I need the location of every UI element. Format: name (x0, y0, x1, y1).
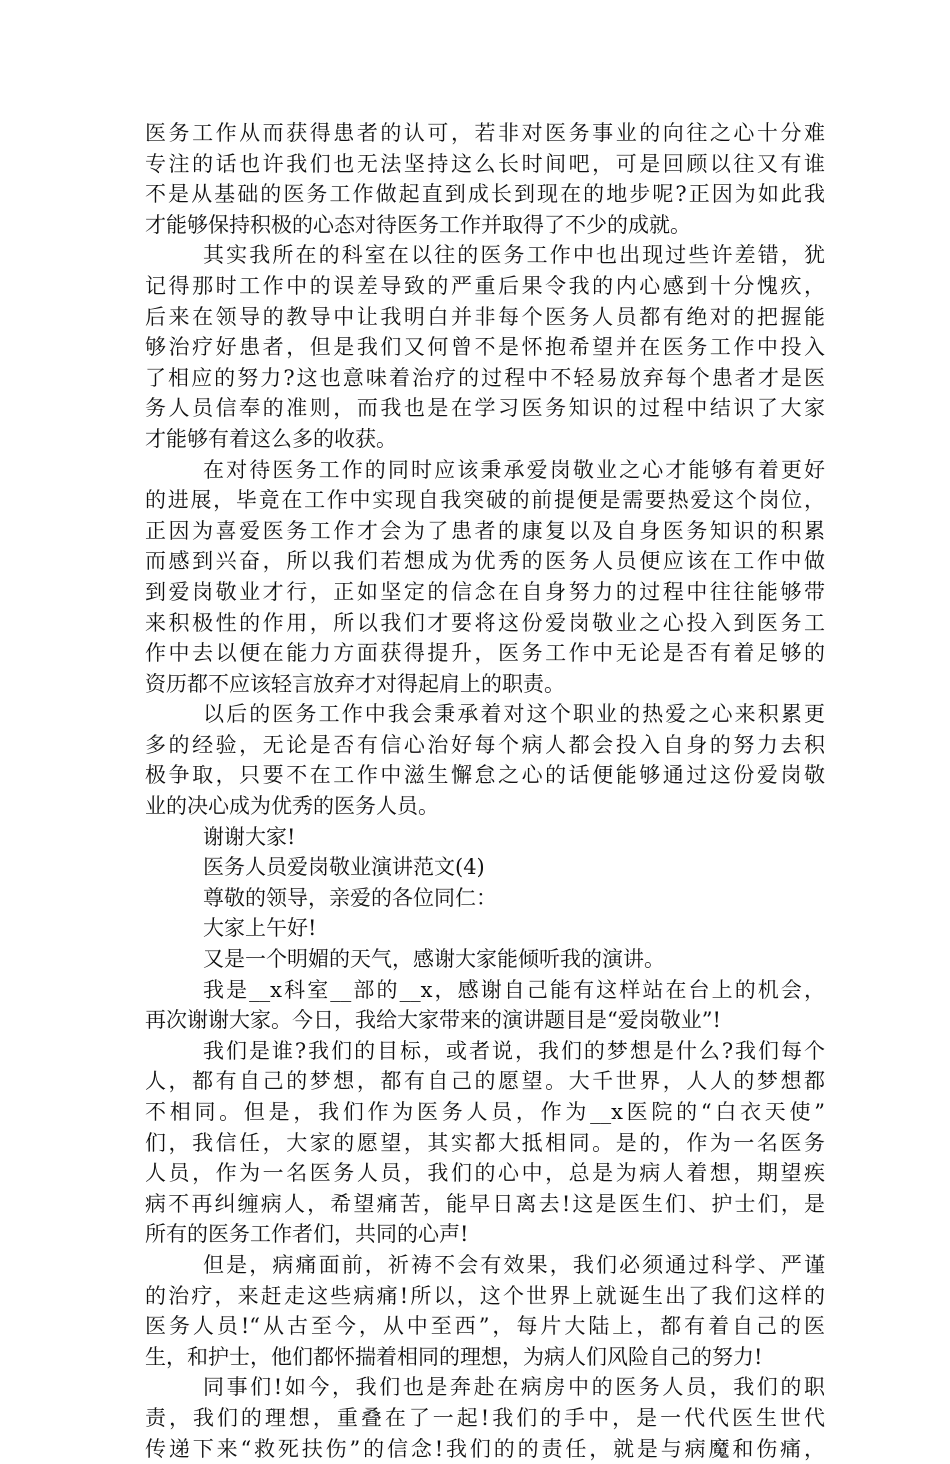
text-line: 其实我所在的科室在以往的医务工作中也出现过些许差错，犹 (203, 243, 825, 268)
text-line: 尊敬的领导，亲爱的各位同仁： (203, 885, 497, 910)
text-line: 同事们!如今，我们也是奔赴在病房中的医务人员，我们的职 (203, 1375, 825, 1400)
text-line: 极争取，只要不在工作中滋生懈怠之心的话便能够通过这份爱岗敬 (145, 763, 825, 788)
text-line: 但是，病痛面前，祈祷不会有效果，我们必须通过科学、严谨 (203, 1252, 825, 1277)
text-line: 病不再纠缠病人，希望痛苦，能早日离去!这是医生们、护士们，是 (145, 1191, 825, 1216)
text-line: 业的决心成为优秀的医务人员。 (145, 794, 439, 819)
text-line: 正因为喜爱医务工作才会为了患者的康复以及自身医务知识的积累 (145, 518, 825, 543)
text-line: 人员，作为一名医务人员，我们的心中，总是为病人着想，期望疾 (145, 1161, 825, 1186)
text-line: 人，都有自己的梦想，都有自己的愿望。大千世界，人人的梦想都 (145, 1069, 825, 1094)
text-line: 来积极性的作用，所以我们才要将这份爱岗敬业之心投入到医务工 (145, 610, 825, 635)
text-line: 才能够有着这么多的收获。 (145, 426, 397, 451)
text-line: 够治疗好患者，但是我们又何曾不是怀抱希望并在医务工作中投入 (145, 335, 825, 360)
text-line: 记得那时工作中的误差导致的严重后果令我的内心感到十分愧疚， (145, 273, 825, 298)
text-line: 责，我们的理想，重叠在了一起!我们的手中，是一代代医生世代 (145, 1405, 825, 1430)
text-line: 才能够保持积极的心态对待医务工作并取得了不少的成就。 (145, 212, 691, 237)
text-line: 专注的话也许我们也无法坚持这么长时间吧，可是回顾以往又有谁 (145, 151, 825, 176)
text-line: 多的经验，无论是否有信心治好每个病人都会投入自身的努力去积 (145, 732, 825, 757)
text-line: 又是一个明媚的天气，感谢大家能倾听我的演讲。 (203, 947, 665, 972)
text-line: 到爱岗敬业才行，正如坚定的信念在自身努力的过程中往往能够带 (145, 579, 825, 604)
text-line: 以后的医务工作中我会秉承着对这个职业的热爱之心来积累更 (203, 702, 825, 727)
text-line: 在对待医务工作的同时应该秉承爱岗敬业之心才能够有着更好 (203, 457, 825, 482)
text-line: 作中去以便在能力方面获得提升，医务工作中无论是否有着足够的 (145, 641, 825, 666)
text-line: 再次谢谢大家。今日，我给大家带来的演讲题目是“爱岗敬业”! (145, 1008, 721, 1033)
text-line: 不相同。但是，我们作为医务人员，作为__x医院的“白衣天使” (145, 1100, 825, 1124)
text-line: 了相应的努力?这也意味着治疗的过程中不轻易放弃每个患者才是医 (145, 365, 825, 390)
text-line: 们，我信任，大家的愿望，其实都大抵相同。是的，作为一名医务 (145, 1130, 825, 1155)
text-line: 资历都不应该轻言放弃才对得起肩上的职责。 (145, 671, 565, 696)
text-line: 大家上午好! (203, 916, 317, 941)
text-line: 务人员信奉的准则，而我也是在学习医务知识的过程中结识了大家 (145, 396, 825, 421)
text-line: 生，和护士，他们都怀揣着相同的理想，为病人们风险自己的努力! (145, 1344, 763, 1369)
text-line: 的治疗，来赶走这些病痛!所以，这个世界上就诞生出了我们这样的 (145, 1283, 825, 1308)
text-line: 我们是谁?我们的目标，或者说，我们的梦想是什么?我们每个 (203, 1038, 825, 1063)
text-line: 而感到兴奋，所以我们若想成为优秀的医务人员便应该在工作中做 (145, 549, 825, 574)
text-line: 医务人员爱岗敬业演讲范文(4) (203, 855, 485, 880)
document-body (145, 118, 825, 1464)
text-line: 医务人员!“从古至今，从中至西”，每片大陆上，都有着自己的医 (145, 1314, 825, 1339)
text-line: 我是__x科室__部的__x，感谢自己能有这样站在台上的机会， (203, 977, 825, 1002)
text-line: 所有的医务工作者们，共同的心声! (145, 1222, 469, 1247)
text-line: 谢谢大家! (203, 824, 296, 849)
text-line: 的进展，毕竟在工作中实现自我突破的前提便是需要热爱这个岗位， (145, 488, 825, 513)
text-line: 后来在领导的教导中让我明白并非每个医务人员都有绝对的把握能 (145, 304, 825, 329)
text-line: 不是从基础的医务工作做起直到成长到现在的地步呢?正因为如此我 (145, 182, 825, 207)
text-line: 传递下来“救死扶伤”的信念!我们的的责任，就是与病魔和伤痛， (145, 1436, 825, 1461)
text-line: 医务工作从而获得患者的认可，若非对医务事业的向往之心十分难 (145, 121, 825, 145)
